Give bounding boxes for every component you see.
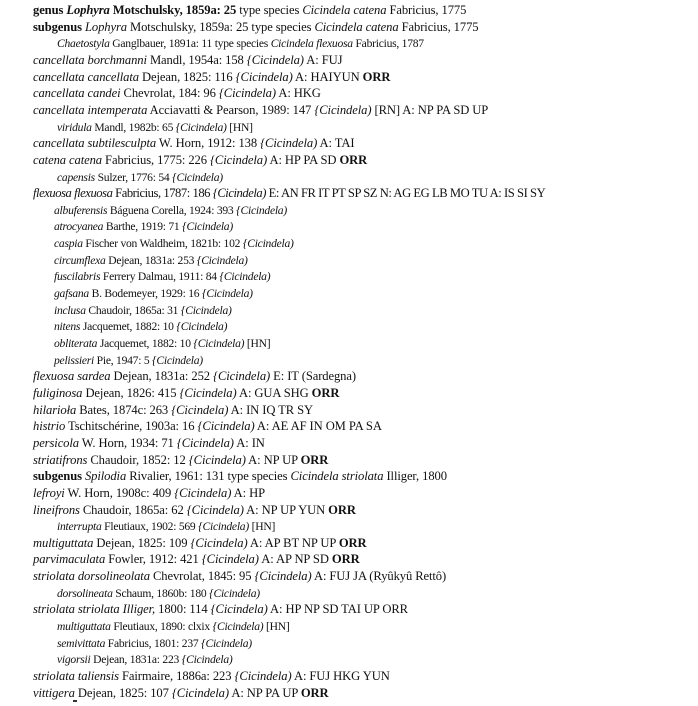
taxon-entry [57,36,424,51]
entry-text-segment: A: NP UP YUN [243,502,329,517]
entry-text-segment: obliterata [54,337,98,350]
taxon-entry [33,503,356,518]
entry-text-segment: genus [33,3,67,17]
entry-text-segment: Chevrolat, 1845: 95 [149,569,255,584]
entry-text-segment: B. Bodemeyer, 1929: 16 [88,287,202,301]
entry-text-segment: histrio [33,419,66,434]
taxon-entry [57,652,233,667]
entry-text-segment: flexuosa sardea [33,369,111,384]
entry-text-segment: ORR [339,152,368,167]
taxon-entry [33,419,382,434]
entry-text-segment: Fowler, 1912: 421 [105,552,202,567]
entry-text-segment: Schaum, 1860b: 180 [112,586,210,600]
entry-text-segment: A: FUJ [303,52,343,67]
entry-text-segment: {Cicindela) [172,170,223,184]
entry-text-segment: {Cicindela) [254,569,312,584]
entry-text-segment: Dejean, 1831a: 253 [105,253,197,267]
taxon-entry [57,586,260,601]
taxon-entry [33,602,408,617]
entry-text-segment: type species [236,3,303,17]
entry-text-segment: Sulzer, 1776: 54 [94,170,173,184]
entry-text-segment: {Cicindela) [212,186,266,201]
entry-text-segment: inclusa [54,303,86,317]
entry-text-segment: A: IN IQ TR SY [228,402,313,417]
entry-text-segment: Ferrery Dalmau, 1911: 84 [100,270,220,284]
entry-text-segment: subgenus [33,469,85,484]
entry-text-segment: A: AP BT NP UP [247,535,339,550]
entry-text-segment: {Cicindela) [210,602,268,617]
entry-text-segment: Chaudoir, 1852: 12 [87,452,189,467]
entry-text-segment: {Cicindela) [171,685,229,700]
entry-text-segment: cancellata borchmanni [33,52,147,67]
taxon-entry [33,453,328,468]
entry-text-segment: Dejean, 1826: 415 [82,385,180,400]
entry-text-segment: A: NP PA UP [228,685,301,700]
entry-text-segment: Dejean, 1831a: 252 [110,369,214,384]
entry-text-segment: Dejean, 1831a: 223 [90,653,182,667]
taxon-entry [57,636,252,651]
entry-text-segment: Báguena Corella, 1924: 393 [107,203,237,217]
entry-text-segment: [RN] A: NP PA SD UP [371,102,489,117]
entry-text-segment: interrupta [57,520,102,534]
taxon-entry [33,686,329,701]
entry-text-segment: Fairmaire, 1886a: 223 [118,669,235,683]
entry-text-segment: {Cicindela) [176,435,234,450]
entry-text-segment: hilarioła [33,402,77,417]
entry-text-segment: Jacquemet, 1882: 10 [80,320,177,334]
entry-text-segment: Chaetostyla [57,37,110,51]
scan-speck [73,700,77,702]
entry-text-segment: Fischer von Waldheim, 1821b: 102 [82,237,243,251]
taxon-entry [54,336,270,351]
entry-text-segment: Fabricius, 1787 [352,37,424,51]
entry-text-segment: {Cicindela) [246,52,304,67]
taxon-entry [33,369,356,384]
taxon-entry [33,386,339,401]
entry-text-segment: ORR [300,685,329,700]
entry-text-segment: Chevrolat, 184: 96 [120,86,219,101]
entry-text-segment: persicola [33,435,79,450]
entry-text-segment: A: HKG [275,86,321,101]
entry-text-segment: A: AE AF IN OM PA SA [254,419,382,434]
entry-text-segment: striatifrons [33,452,88,467]
entry-text-segment: {Cicindela) [179,385,237,400]
entry-text-segment: Cicindela catena [314,19,399,34]
entry-text-segment: striolata taliensis [33,669,119,683]
taxon-entry [54,353,203,368]
entry-text-segment: flexuosa flexuosa [33,186,113,201]
entry-text-segment: {Cicindela) [219,270,271,284]
taxon-entry [33,403,313,418]
entry-text-segment: dorsolineata [57,586,113,600]
entry-text-segment: circumflexa [54,253,106,267]
entry-text-segment: viridula [57,120,92,134]
entry-text-segment: Bates, 1874c: 263 [76,402,172,417]
entry-text-segment: {Cicindela) [175,120,227,134]
entry-text-segment: Dejean, 1825: 116 [138,69,236,84]
taxon-entry [33,569,446,584]
entry-text-segment: {Cicindela) [242,237,294,251]
entry-text-segment: catena catena [33,152,102,167]
taxon-entry [33,536,367,551]
entry-text-segment: {Cicindela) [212,620,264,634]
taxon-entry [33,53,342,68]
entry-text-segment: {Cicindela) [196,253,248,267]
entry-text-segment: {Cicindela) [201,636,252,650]
entry-text-segment: E: IT (Sardegna) [270,369,356,384]
entry-text-segment: {Cicindela) [180,303,232,317]
entry-text-segment: Spilodia [84,469,127,484]
entry-text-segment: multiguttata [57,620,111,634]
entry-text-segment: vittigera [33,685,75,700]
entry-text-segment: A: GUA SHG [236,385,312,400]
taxon-entry [54,269,270,284]
entry-text-segment: Illiger, 1800 [383,469,447,484]
entry-text-segment: [HN] [244,337,271,350]
entry-text-segment: {Cicindela) [235,69,293,84]
entry-text-segment: cancellata intemperata [33,102,148,117]
taxon-entry [33,136,354,151]
entry-text-segment: {Cicindela) [234,669,292,683]
entry-text-segment: nitens [54,320,81,334]
entry-text-segment: Motschulsky, 1859a: 25 type species [126,19,315,34]
entry-text-segment: vigorsii [57,653,91,667]
entry-text-segment: atrocyanea [54,220,104,234]
entry-text-segment: ORR [328,502,356,517]
entry-text-segment: ORR [362,69,391,84]
taxon-entry [33,552,360,567]
entry-text-segment: {Cicindela) [236,203,287,217]
entry-text-segment: A: AP NP SD [258,552,332,567]
taxon-entry [33,86,321,101]
entry-text-segment: caspia [54,237,83,251]
entry-text-segment: Dejean, 1825: 109 [93,535,191,550]
entry-text-segment: albuferensis [54,203,108,217]
entry-text-segment: {Cicindela) [209,586,260,600]
entry-text-segment: A: HP NP SD TAI UP ORR [267,602,408,617]
taxon-entry [33,3,466,18]
entry-text-segment: Mandl, 1954a: 158 [146,52,247,67]
entry-text-segment: {Cicindela) [188,452,246,467]
entry-text-segment: ORR [331,552,360,567]
entry-text-segment: Cicindela striolata [290,469,384,484]
entry-text-segment: A: TAI [317,136,355,151]
entry-text-segment: {Cicindela) [213,369,271,384]
entry-text-segment: ORR [300,452,329,467]
entry-text-segment: Chaudoir, 1865a: 31 [85,303,181,317]
entry-text-segment: {Cicindela) [201,287,253,301]
taxon-entry [54,319,227,334]
entry-text-segment: {Cicindela) [186,502,244,517]
entry-text-segment: W. Horn, 1912: 138 [156,136,261,151]
entry-text-segment: [HN] [248,520,276,534]
entry-text-segment: fuliginosa [33,385,83,400]
entry-text-segment: {Cicindela) [176,320,228,334]
entry-text-segment: Fabricius, 1801: 237 [105,636,202,650]
taxon-entry [57,619,290,634]
entry-text-segment: A: NP UP [245,452,301,467]
entry-text-segment: Fleutiaux, 1902: 569 [101,520,199,534]
entry-text-segment: W. Horn, 1934: 71 [78,435,177,450]
entry-text-segment: {Cicindela) [152,353,203,367]
entry-text-segment: {Cicindela) [193,337,245,350]
entry-text-segment: lefroyi [33,485,65,500]
entry-text-segment: Pie, 1947: 5 [94,353,153,367]
entry-text-segment: Fabricius, 1775: 226 [102,152,210,167]
entry-text-segment: Lophyra [66,3,110,17]
taxon-entry [54,303,232,318]
entry-text-segment: {Cicindela) [182,220,233,234]
entry-text-segment: semivittata [57,636,106,650]
taxon-entry [33,103,488,118]
entry-text-segment: subgenus [33,19,85,34]
entry-text-segment: A: IN [233,435,265,450]
entry-text-segment: fuscilabris [54,270,101,284]
entry-text-segment: lineifrons [33,502,80,517]
entry-text-segment: Jacquemet, 1882: 10 [97,337,194,350]
entry-text-segment: Ganglbauer, 1891a: 11 type species [109,37,271,51]
entry-text-segment: Lophyra [84,19,127,34]
entry-text-segment: cancellata cancellata [33,69,139,84]
taxon-entry [54,286,253,301]
taxon-entry [57,519,275,534]
taxon-entry [57,170,223,185]
entry-text-segment: gafsana [54,287,89,301]
taxon-entry [33,70,390,85]
entry-text-segment: Fabricius, 1775 [386,3,467,17]
entry-text-segment: striolata striolata Illiger, [33,602,156,617]
entry-text-segment: striolata dorsolineolata [33,569,150,584]
entry-text-segment: cancellata subtilesculpta [33,136,157,151]
entry-text-segment: Fleutiaux, 1890: clxix [110,620,213,634]
entry-text-segment: {Cicindela) [190,535,248,550]
taxon-entry [57,120,253,135]
entry-text-segment: E: AN FR IT PT SP SZ N: AG EG LB MO TU A: IS SI SY [265,186,546,201]
entry-text-segment: ORR [311,385,340,400]
taxon-entry [33,186,545,201]
entry-text-segment: {Cicindela) [174,485,232,500]
entry-text-segment: Fabricius, 1775 [398,19,479,34]
entry-text-segment: Chaudoir, 1865a: 62 [79,502,187,517]
entry-text-segment: A: HAIYUN [292,69,363,84]
entry-text-segment: Mandl, 1982b: 65 [91,120,176,134]
taxon-entry [33,669,390,684]
entry-text-segment: parvimaculata [33,552,106,567]
entry-text-segment: capensis [57,170,95,184]
entry-text-segment: {Cicindela) [197,419,255,434]
entry-text-segment: [HN] [263,620,290,634]
entry-text-segment: ORR [338,535,367,550]
entry-text-segment: {Cicindela) [171,402,229,417]
taxon-entry [33,436,265,451]
taxon-entry [54,253,248,268]
entry-text-segment: {Cicindela) [260,136,318,151]
entry-text-segment: [HN] [226,120,253,134]
entry-text-segment: Barthe, 1919: 71 [103,220,183,234]
entry-text-segment: 1800: 114 [155,602,211,617]
entry-text-segment: Motschulsky, 1859a: 25 [109,3,237,17]
entry-text-segment: A: FUJ JA (Ryûkyû Rettô) [311,569,447,584]
taxon-entry [33,469,447,484]
entry-text-segment: {Cicindela) [210,152,268,167]
entry-text-segment: pelissieri [54,353,95,367]
entry-text-segment: {Cicindela) [218,86,276,101]
taxon-entry [33,486,265,501]
entry-text-segment: Cicindela flexuosa [270,37,353,51]
entry-text-segment: {Cicindela) [314,102,372,117]
taxon-entry [33,153,367,168]
entry-text-segment: {Cicindela) [181,653,233,667]
taxon-entry [33,20,478,35]
taxon-entry [54,219,233,234]
entry-text-segment: A: FUJ HKG YUN [291,669,390,683]
taxon-entry [54,203,287,218]
entry-text-segment: Tschitschérine, 1903a: 16 [65,419,198,434]
taxon-entry [54,236,294,251]
entry-text-segment: cancellata candei [33,86,121,101]
entry-text-segment: Dejean, 1825: 107 [74,685,172,700]
entry-text-segment: {Cicindela) [198,520,249,534]
entry-text-segment: A: HP PA SD [267,152,340,167]
entry-text-segment: W. Horn, 1908c: 409 [64,485,175,500]
entry-text-segment: multiguttata [33,535,94,550]
entry-text-segment: A: HP [231,485,266,500]
entry-text-segment: Cicindela catena [302,3,387,17]
entry-text-segment: {Cicindela) [201,552,259,567]
entry-text-segment: Fabricius, 1787: 186 [112,186,213,201]
entry-text-segment: Rivalier, 1961: 131 type species [126,469,291,484]
entry-text-segment: Acciavatti & Pearson, 1989: 147 [147,102,315,117]
